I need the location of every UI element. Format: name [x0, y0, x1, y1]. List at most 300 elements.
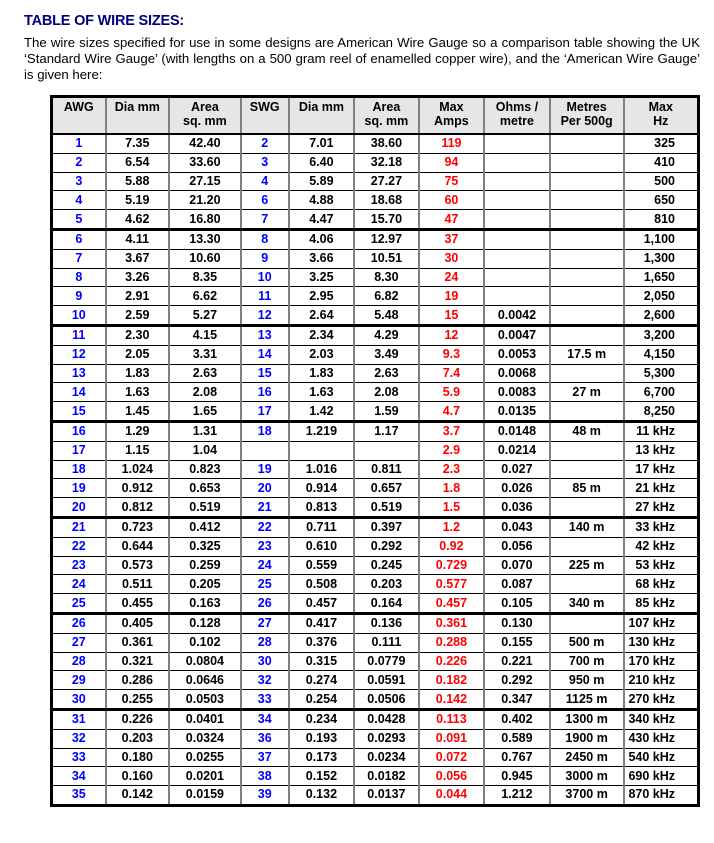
cell-awg: 10: [52, 306, 106, 326]
cell-max-hz: 5,300: [624, 364, 699, 383]
cell-max-amps: 0.288: [419, 633, 485, 652]
cell-awg-area: 0.0324: [169, 729, 241, 748]
cell-ohms-per-metre: [484, 172, 550, 191]
cell-awg-area: 0.0401: [169, 709, 241, 729]
cell-swg: 11: [241, 287, 289, 306]
cell-max-hz: 85 kHz: [624, 594, 699, 614]
cell-awg-area: 0.0804: [169, 652, 241, 671]
cell-max-amps: 0.044: [419, 786, 485, 806]
cell-max-amps: 0.577: [419, 575, 485, 594]
cell-awg-dia: 2.30: [106, 325, 169, 345]
table-row: [52, 498, 699, 518]
table-row: [52, 191, 699, 210]
cell-swg-dia: 4.47: [289, 210, 355, 230]
cell-awg: 26: [52, 613, 106, 633]
cell-awg-dia: 5.88: [106, 172, 169, 191]
cell-awg-dia: 0.511: [106, 575, 169, 594]
cell-swg-area: 2.08: [354, 383, 418, 402]
cell-ohms-per-metre: [484, 229, 550, 249]
cell-max-hz: 2,050: [624, 287, 699, 306]
cell-awg-dia: 1.83: [106, 364, 169, 383]
table-row: [52, 287, 699, 306]
cell-swg-dia: 3.66: [289, 249, 355, 268]
cell-swg-dia: 0.234: [289, 709, 355, 729]
table-row: [52, 134, 699, 153]
cell-awg: 30: [52, 690, 106, 710]
cell-max-hz: 170 kHz: [624, 652, 699, 671]
cell-metres-per-500g: [550, 575, 624, 594]
column-header-awg-dia: [106, 97, 169, 135]
cell-swg-area: [354, 441, 418, 460]
table-row: [52, 575, 699, 594]
cell-ohms-per-metre: 0.070: [484, 556, 550, 575]
cell-ohms-per-metre: 0.0042: [484, 306, 550, 326]
intro-paragraph: The wire sizes specified for use in some designs are American Wire Gauge so a comparison table showing the UK ‘Standard Wire Gauge’ (with lengths on a 500 gram reel of enamelled copper wire), and the ‘American Wire Gauge’ is given here:: [24, 35, 700, 82]
cell-max-amps: 0.091: [419, 729, 485, 748]
table-row: [52, 613, 699, 633]
cell-ohms-per-metre: [484, 249, 550, 268]
cell-swg-dia: [289, 441, 355, 460]
cell-swg-dia: 4.06: [289, 229, 355, 249]
cell-ohms-per-metre: 0.0047: [484, 325, 550, 345]
cell-awg-area: 0.259: [169, 556, 241, 575]
header-line1: AWG: [63, 100, 94, 114]
cell-max-hz: 870 kHz: [624, 786, 699, 806]
cell-max-amps: 4.7: [419, 402, 485, 422]
cell-swg: 32: [241, 671, 289, 690]
cell-metres-per-500g: 700 m: [550, 652, 624, 671]
cell-max-amps: 9.3: [419, 345, 485, 364]
cell-swg-dia: 0.914: [289, 479, 355, 498]
cell-awg: 21: [52, 517, 106, 537]
cell-awg-area: 0.102: [169, 633, 241, 652]
cell-swg-area: 2.63: [354, 364, 418, 383]
cell-max-amps: 0.729: [419, 556, 485, 575]
cell-awg-area: 42.40: [169, 134, 241, 153]
cell-awg-area: 0.0503: [169, 690, 241, 710]
cell-swg-dia: 2.64: [289, 306, 355, 326]
cell-awg-area: 1.31: [169, 421, 241, 441]
cell-swg: 12: [241, 306, 289, 326]
cell-max-hz: 500: [624, 172, 699, 191]
cell-max-hz: 430 kHz: [624, 729, 699, 748]
cell-max-amps: 19: [419, 287, 485, 306]
cell-max-hz: 53 kHz: [624, 556, 699, 575]
cell-awg: 8: [52, 268, 106, 287]
cell-metres-per-500g: [550, 172, 624, 191]
cell-awg-area: 0.128: [169, 613, 241, 633]
cell-ohms-per-metre: 0.0135: [484, 402, 550, 422]
cell-awg-dia: 0.644: [106, 537, 169, 556]
cell-max-amps: 5.9: [419, 383, 485, 402]
wire-size-table: [50, 95, 700, 807]
cell-swg: 33: [241, 690, 289, 710]
cell-max-hz: 2,600: [624, 306, 699, 326]
cell-ohms-per-metre: 0.945: [484, 767, 550, 786]
cell-swg: 20: [241, 479, 289, 498]
cell-max-amps: 0.361: [419, 613, 485, 633]
cell-max-hz: 107 kHz: [624, 613, 699, 633]
cell-swg-area: 27.27: [354, 172, 418, 191]
cell-awg-dia: 3.67: [106, 249, 169, 268]
cell-swg-dia: 0.193: [289, 729, 355, 748]
cell-awg-area: 2.63: [169, 364, 241, 383]
cell-awg-area: 13.30: [169, 229, 241, 249]
cell-metres-per-500g: [550, 268, 624, 287]
table-row: [52, 517, 699, 537]
cell-awg-dia: 0.405: [106, 613, 169, 633]
cell-awg-dia: 5.19: [106, 191, 169, 210]
header-line1: Max: [439, 100, 464, 114]
cell-swg: 4: [241, 172, 289, 191]
cell-ohms-per-metre: 0.036: [484, 498, 550, 518]
table-row: [52, 537, 699, 556]
column-header-swg-area: [354, 97, 418, 135]
cell-awg-dia: 4.11: [106, 229, 169, 249]
cell-swg: 38: [241, 767, 289, 786]
header-line2: sq. mm: [364, 114, 409, 128]
cell-awg-dia: 0.573: [106, 556, 169, 575]
cell-awg: 1: [52, 134, 106, 153]
table-row: [52, 633, 699, 652]
cell-metres-per-500g: 225 m: [550, 556, 624, 575]
cell-ohms-per-metre: [484, 134, 550, 153]
cell-metres-per-500g: [550, 537, 624, 556]
cell-swg-area: 5.48: [354, 306, 418, 326]
cell-swg-dia: 5.89: [289, 172, 355, 191]
cell-max-amps: 0.056: [419, 767, 485, 786]
cell-swg: [241, 441, 289, 460]
cell-awg: 31: [52, 709, 106, 729]
cell-max-amps: 3.7: [419, 421, 485, 441]
cell-awg: 25: [52, 594, 106, 614]
cell-swg-dia: 0.457: [289, 594, 355, 614]
cell-awg-dia: 0.226: [106, 709, 169, 729]
cell-ohms-per-metre: 0.221: [484, 652, 550, 671]
cell-max-hz: 810: [624, 210, 699, 230]
table-row: [52, 441, 699, 460]
cell-awg: 3: [52, 172, 106, 191]
cell-swg: 13: [241, 325, 289, 345]
cell-awg-area: 33.60: [169, 153, 241, 172]
cell-ohms-per-metre: 0.0068: [484, 364, 550, 383]
cell-max-hz: 42 kHz: [624, 537, 699, 556]
header-line1: Dia mm: [298, 100, 344, 114]
table-row: [52, 345, 699, 364]
cell-max-hz: 17 kHz: [624, 460, 699, 479]
cell-max-amps: 1.5: [419, 498, 485, 518]
table-row: [52, 729, 699, 748]
cell-ohms-per-metre: [484, 210, 550, 230]
cell-swg-dia: 7.01: [289, 134, 355, 153]
cell-metres-per-500g: 48 m: [550, 421, 624, 441]
cell-awg: 5: [52, 210, 106, 230]
cell-metres-per-500g: 1125 m: [550, 690, 624, 710]
cell-awg-dia: 6.54: [106, 153, 169, 172]
cell-swg-area: 6.82: [354, 287, 418, 306]
cell-awg: 12: [52, 345, 106, 364]
cell-awg: 7: [52, 249, 106, 268]
cell-metres-per-500g: [550, 325, 624, 345]
column-header-awg: [52, 97, 106, 135]
cell-metres-per-500g: 17.5 m: [550, 345, 624, 364]
cell-metres-per-500g: [550, 613, 624, 633]
cell-awg: 33: [52, 748, 106, 767]
cell-ohms-per-metre: 0.402: [484, 709, 550, 729]
cell-max-amps: 119: [419, 134, 485, 153]
header-line1: Ohms /: [495, 100, 539, 114]
cell-ohms-per-metre: 0.027: [484, 460, 550, 479]
cell-swg-area: 0.203: [354, 575, 418, 594]
cell-swg: 30: [241, 652, 289, 671]
cell-swg: 39: [241, 786, 289, 806]
cell-swg-area: 0.136: [354, 613, 418, 633]
cell-swg: 26: [241, 594, 289, 614]
cell-max-hz: 210 kHz: [624, 671, 699, 690]
cell-max-amps: 0.226: [419, 652, 485, 671]
cell-max-amps: 1.8: [419, 479, 485, 498]
table-row: [52, 709, 699, 729]
cell-swg: 17: [241, 402, 289, 422]
cell-swg: 27: [241, 613, 289, 633]
column-header-swg-dia: [289, 97, 355, 135]
cell-metres-per-500g: 2450 m: [550, 748, 624, 767]
cell-swg-area: 0.519: [354, 498, 418, 518]
table-body: [52, 134, 699, 805]
cell-awg-dia: 0.455: [106, 594, 169, 614]
cell-max-hz: 650: [624, 191, 699, 210]
cell-swg-dia: 0.559: [289, 556, 355, 575]
cell-max-amps: 30: [419, 249, 485, 268]
cell-ohms-per-metre: 0.0214: [484, 441, 550, 460]
cell-max-hz: 325: [624, 134, 699, 153]
cell-awg: 28: [52, 652, 106, 671]
cell-awg: 14: [52, 383, 106, 402]
cell-metres-per-500g: 340 m: [550, 594, 624, 614]
header-line1: Max: [648, 100, 673, 114]
cell-metres-per-500g: [550, 153, 624, 172]
cell-awg-dia: 0.142: [106, 786, 169, 806]
cell-swg: 22: [241, 517, 289, 537]
cell-awg-area: 1.04: [169, 441, 241, 460]
table-row: [52, 364, 699, 383]
cell-metres-per-500g: 1900 m: [550, 729, 624, 748]
cell-swg-dia: 0.173: [289, 748, 355, 767]
cell-metres-per-500g: [550, 441, 624, 460]
cell-swg: 10: [241, 268, 289, 287]
cell-swg-area: 1.59: [354, 402, 418, 422]
cell-ohms-per-metre: [484, 268, 550, 287]
cell-awg: 2: [52, 153, 106, 172]
cell-ohms-per-metre: 0.347: [484, 690, 550, 710]
cell-max-amps: 0.072: [419, 748, 485, 767]
cell-awg-area: 2.08: [169, 383, 241, 402]
cell-max-hz: 540 kHz: [624, 748, 699, 767]
cell-max-hz: 690 kHz: [624, 767, 699, 786]
table-row: [52, 767, 699, 786]
cell-ohms-per-metre: 0.087: [484, 575, 550, 594]
cell-swg-area: 32.18: [354, 153, 418, 172]
cell-awg-dia: 2.91: [106, 287, 169, 306]
cell-ohms-per-metre: [484, 287, 550, 306]
cell-swg-dia: 1.219: [289, 421, 355, 441]
cell-metres-per-500g: 950 m: [550, 671, 624, 690]
cell-swg-area: 0.0779: [354, 652, 418, 671]
cell-swg: 8: [241, 229, 289, 249]
column-header-metres-per-500g: [550, 97, 624, 135]
cell-awg-dia: 2.05: [106, 345, 169, 364]
cell-metres-per-500g: 140 m: [550, 517, 624, 537]
cell-awg: 23: [52, 556, 106, 575]
cell-swg-dia: 0.508: [289, 575, 355, 594]
cell-max-hz: 270 kHz: [624, 690, 699, 710]
cell-awg-dia: 0.286: [106, 671, 169, 690]
cell-awg-dia: 0.321: [106, 652, 169, 671]
cell-swg-area: 18.68: [354, 191, 418, 210]
cell-awg: 29: [52, 671, 106, 690]
cell-swg: 36: [241, 729, 289, 748]
cell-max-hz: 410: [624, 153, 699, 172]
cell-awg-dia: 2.59: [106, 306, 169, 326]
cell-awg: 34: [52, 767, 106, 786]
cell-awg-dia: 3.26: [106, 268, 169, 287]
cell-metres-per-500g: [550, 498, 624, 518]
cell-swg-dia: 6.40: [289, 153, 355, 172]
cell-max-hz: 21 kHz: [624, 479, 699, 498]
cell-awg-dia: 0.361: [106, 633, 169, 652]
cell-metres-per-500g: [550, 287, 624, 306]
cell-ohms-per-metre: 0.0148: [484, 421, 550, 441]
cell-awg-area: 27.15: [169, 172, 241, 191]
cell-awg: 16: [52, 421, 106, 441]
cell-ohms-per-metre: [484, 191, 550, 210]
table-row: [52, 229, 699, 249]
cell-awg-dia: 0.912: [106, 479, 169, 498]
cell-metres-per-500g: [550, 306, 624, 326]
cell-swg-area: 4.29: [354, 325, 418, 345]
cell-awg-area: 0.412: [169, 517, 241, 537]
cell-swg-area: 0.292: [354, 537, 418, 556]
cell-awg-area: 1.65: [169, 402, 241, 422]
cell-swg-dia: 0.711: [289, 517, 355, 537]
cell-swg-dia: 2.03: [289, 345, 355, 364]
cell-max-amps: 1.2: [419, 517, 485, 537]
cell-metres-per-500g: [550, 460, 624, 479]
cell-awg-dia: 1.45: [106, 402, 169, 422]
column-header-swg: [241, 97, 289, 135]
cell-metres-per-500g: [550, 364, 624, 383]
cell-swg-area: 1.17: [354, 421, 418, 441]
cell-max-hz: 27 kHz: [624, 498, 699, 518]
cell-swg-dia: 0.132: [289, 786, 355, 806]
cell-swg-dia: 2.95: [289, 287, 355, 306]
table-row: [52, 402, 699, 422]
cell-metres-per-500g: 85 m: [550, 479, 624, 498]
cell-awg-dia: 1.29: [106, 421, 169, 441]
cell-max-amps: 0.142: [419, 690, 485, 710]
cell-max-hz: 1,650: [624, 268, 699, 287]
cell-swg-area: 0.0234: [354, 748, 418, 767]
cell-awg-area: 3.31: [169, 345, 241, 364]
cell-max-amps: 75: [419, 172, 485, 191]
table-row: [52, 421, 699, 441]
cell-swg: 19: [241, 460, 289, 479]
cell-awg: 24: [52, 575, 106, 594]
cell-swg-dia: 4.88: [289, 191, 355, 210]
cell-awg: 13: [52, 364, 106, 383]
cell-metres-per-500g: [550, 210, 624, 230]
cell-swg-area: 0.811: [354, 460, 418, 479]
cell-swg-area: 0.245: [354, 556, 418, 575]
cell-awg: 35: [52, 786, 106, 806]
column-header-ohms-per-metre: [484, 97, 550, 135]
cell-swg-area: 0.164: [354, 594, 418, 614]
cell-max-hz: 13 kHz: [624, 441, 699, 460]
cell-metres-per-500g: 500 m: [550, 633, 624, 652]
cell-metres-per-500g: [550, 191, 624, 210]
cell-awg-dia: 0.180: [106, 748, 169, 767]
column-header-awg-area: [169, 97, 241, 135]
cell-swg: 7: [241, 210, 289, 230]
cell-awg: 4: [52, 191, 106, 210]
column-header-max-amps: [419, 97, 485, 135]
cell-max-amps: 47: [419, 210, 485, 230]
cell-swg-dia: 1.42: [289, 402, 355, 422]
cell-metres-per-500g: 3000 m: [550, 767, 624, 786]
cell-awg-dia: 1.63: [106, 383, 169, 402]
cell-swg: 3: [241, 153, 289, 172]
cell-swg-dia: 1.83: [289, 364, 355, 383]
cell-metres-per-500g: [550, 402, 624, 422]
cell-max-amps: 0.113: [419, 709, 485, 729]
cell-metres-per-500g: [550, 229, 624, 249]
cell-max-amps: 0.92: [419, 537, 485, 556]
cell-swg-dia: 0.813: [289, 498, 355, 518]
cell-swg-dia: 0.417: [289, 613, 355, 633]
table-row: [52, 786, 699, 806]
cell-swg: 9: [241, 249, 289, 268]
cell-swg: 2: [241, 134, 289, 153]
cell-awg: 6: [52, 229, 106, 249]
table-row: [52, 460, 699, 479]
cell-max-amps: 37: [419, 229, 485, 249]
header-line2: Hz: [653, 114, 669, 128]
cell-awg-dia: 0.160: [106, 767, 169, 786]
cell-swg: 37: [241, 748, 289, 767]
cell-ohms-per-metre: 0.043: [484, 517, 550, 537]
table-row: [52, 748, 699, 767]
cell-max-hz: 6,700: [624, 383, 699, 402]
cell-awg-area: 4.15: [169, 325, 241, 345]
cell-awg-dia: 1.024: [106, 460, 169, 479]
cell-awg-dia: 1.15: [106, 441, 169, 460]
cell-swg-area: 0.0293: [354, 729, 418, 748]
cell-swg-dia: 0.254: [289, 690, 355, 710]
cell-max-hz: 3,200: [624, 325, 699, 345]
table-row: [52, 383, 699, 402]
cell-swg: 28: [241, 633, 289, 652]
column-header-max-hz: [624, 97, 699, 135]
table-header-row: [52, 97, 699, 135]
table-row: [52, 153, 699, 172]
cell-awg: 19: [52, 479, 106, 498]
table-row: [52, 306, 699, 326]
cell-swg-area: 0.0137: [354, 786, 418, 806]
table-row: [52, 594, 699, 614]
cell-swg-area: 12.97: [354, 229, 418, 249]
cell-awg-dia: 0.255: [106, 690, 169, 710]
cell-swg: 15: [241, 364, 289, 383]
